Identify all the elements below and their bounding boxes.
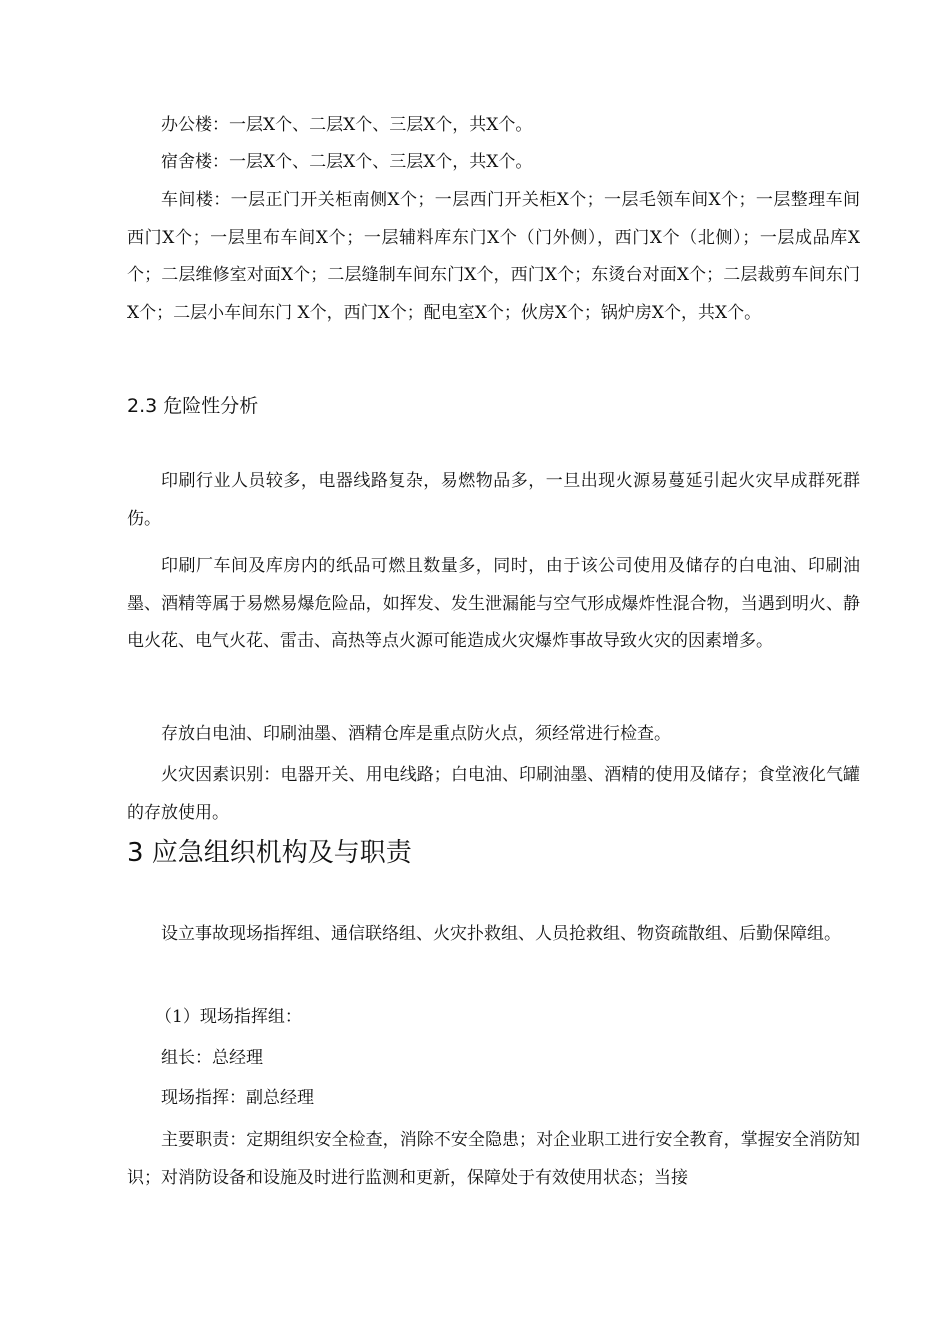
organization-paragraph: 设立事故现场指挥组、通信联络组、火灾扑救组、人员抢救组、物资疏散组、后勤保障组。	[161, 924, 841, 944]
hazard-paragraph-4: 火灾因素识别：电器开关、用电线路；白电油、印刷油墨、酒精的使用及储存；食堂液化气罐的存放使用。	[127, 765, 860, 823]
section-3-heading: 3 应急组织机构及与职责	[127, 838, 412, 868]
hazard-paragraph-3: 存放白电油、印刷油墨、酒精仓库是重点防火点，须经常进行检查。	[161, 724, 671, 744]
command-group-subheading: （1）现场指挥组：	[155, 1007, 302, 1027]
dormitory-paragraph: 宿舍楼：一层X个、二层X个、三层X个，共X个。	[161, 152, 533, 172]
hazard-paragraph-1: 印刷行业人员较多，电器线路复杂，易燃物品多，一旦出现火源易蔓延引起火灾早成群死群伤。	[127, 471, 860, 529]
section-2-3-heading: 2.3 危险性分析	[127, 395, 259, 417]
workshop-paragraph: 车间楼：一层正门开关柜南侧X个；一层西门开关柜X个；一层毛领车间X个；一层整理车间西门X个；一层里布车间X个；一层辅料库东门X个（门外侧），西门X个（北侧）；一层成品库X个；二层维修室对面X个；二层缝制车间东门X个，西门X个；东烫台对面X个；二层裁剪车间东门 X个；二层小车间东门 X个，西门X个；配电室X个；伙房X个；锅炉房X个，共X个。	[127, 190, 860, 323]
main-duties-paragraph: 主要职责：定期组织安全检查，消除不安全隐患；对企业职工进行安全教育，掌握安全消防知识；对消防设备和设施及时进行监测和更新，保障处于有效使用状态；当接	[127, 1130, 860, 1188]
field-commander-line: 现场指挥：副总经理	[161, 1088, 314, 1108]
office-building-paragraph: 办公楼：一层X个、二层X个、三层X个，共X个。	[161, 115, 533, 135]
hazard-paragraph-2: 印刷厂车间及库房内的纸品可燃且数量多，同时，由于该公司使用及储存的白电油、印刷油墨、酒精等属于易燃易爆危险品，如挥发、发生泄漏能与空气形成爆炸性混合物，当遇到明火、静电火花、电气火花、雷击、高热等点火源可能造成火灾爆炸事故导致火灾的因素增多。	[127, 556, 860, 651]
group-leader-line: 组长：总经理	[161, 1048, 263, 1068]
